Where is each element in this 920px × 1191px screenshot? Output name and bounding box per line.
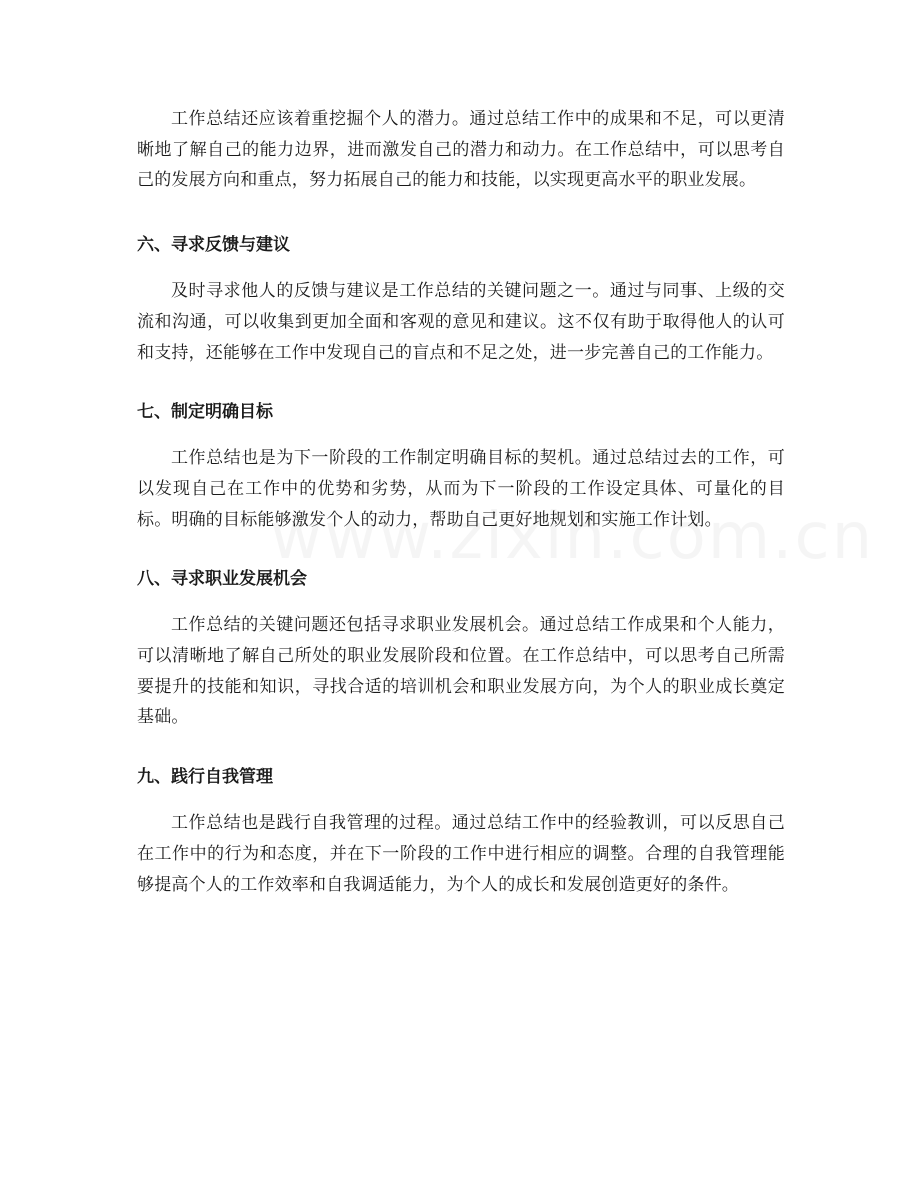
paragraph-feedback: 及时寻求他人的反馈与建议是工作总结的关键问题之一。通过与同事、上级的交流和沟通，可以收集到更加全面和客观的意见和建议。这不仅有助于取得他人的认可和支持，还能够在工作中发现自己的盲点和不足之处，进一步完善自己的工作能力。 xyxy=(137,281,785,363)
heading-self-management: 九、践行自我管理 xyxy=(137,767,273,788)
heading-career: 八、寻求职业发展机会 xyxy=(137,569,307,590)
heading-goals: 七、制定明确目标 xyxy=(137,402,273,423)
document-page xyxy=(137,104,785,900)
paragraph-potential: 工作总结还应该着重挖掘个人的潜力。通过总结工作中的成果和不足，可以更清晰地了解自己的能力边界，进而激发自己的潜力和动力。在工作总结中，可以思考自己的发展方向和重点，努力拓展自己的能力和技能，以实现更高水平的职业发展。 xyxy=(137,109,785,191)
heading-feedback: 六、寻求反馈与建议 xyxy=(137,235,290,256)
paragraph-career: 工作总结的关键问题还包括寻求职业发展机会。通过总结工作成果和个人能力，可以清晰地了解自己所处的职业发展阶段和位置。在工作总结中，可以思考自己所需要提升的技能和知识，寻找合适的培训机会和职业发展方向，为个人的职业成长奠定基础。 xyxy=(137,615,785,728)
paragraph-self-management: 工作总结也是践行自我管理的过程。通过总结工作中的经验教训，可以反思自己在工作中的行为和态度，并在下一阶段的工作中进行相应的调整。合理的自我管理能够提高个人的工作效率和自我调适能力，为个人的成长和发展创造更好的条件。 xyxy=(137,813,785,895)
paragraph-goals: 工作总结也是为下一阶段的工作制定明确目标的契机。通过总结过去的工作，可以发现自己在工作中的优势和劣势，从而为下一阶段的工作设定具体、可量化的目标。明确的目标能够激发个人的动力，帮助自己更好地规划和实施工作计划。 xyxy=(137,448,785,530)
